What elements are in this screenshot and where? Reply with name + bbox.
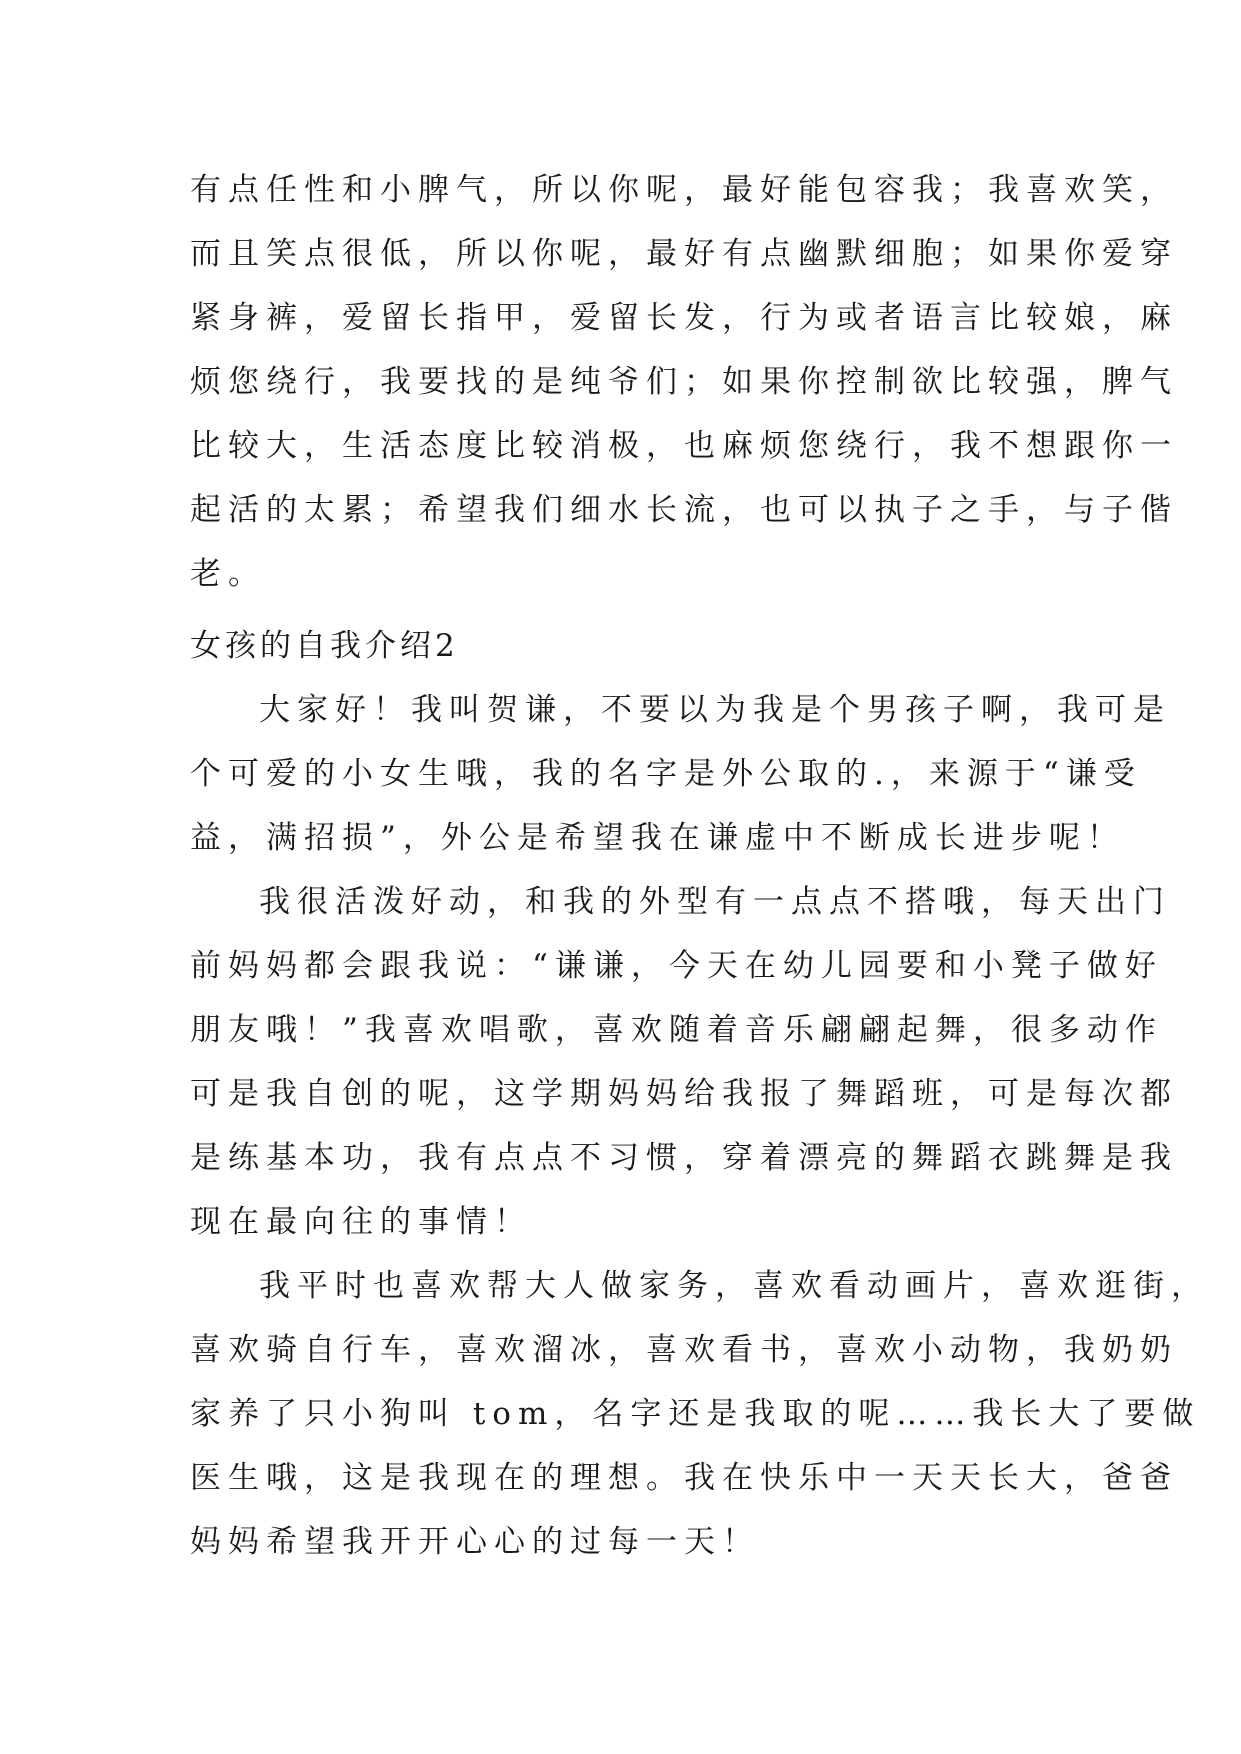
- paragraph-line: 而且笑点很低，所以你呢，最好有点幽默细胞；如果你爱穿: [190, 236, 1178, 272]
- paragraph-line: 是练基本功，我有点点不习惯，穿着漂亮的舞蹈衣跳舞是我: [190, 1140, 1178, 1176]
- paragraph-line: 现在最向往的事情！: [190, 1204, 532, 1240]
- paragraph-line: 起活的太累；希望我们细水长流，也可以执子之手，与子偕: [190, 492, 1178, 528]
- paragraph-line: 前妈妈都会跟我说：“谦谦，今天在幼儿园要和小凳子做好: [190, 948, 1163, 984]
- paragraph-line: 医生哦，这是我现在的理想。我在快乐中一天天长大，爸爸: [190, 1460, 1178, 1496]
- paragraph-line: 个可爱的小女生哦，我的名字是外公取的.，来源于“谦受: [190, 756, 1142, 792]
- paragraph-line: 比较大，生活态度比较消极，也麻烦您绕行，我不想跟你一: [190, 428, 1178, 464]
- paragraph-line: 大家好！我叫贺谦，不要以为我是个男孩子啊，我可是: [259, 692, 1171, 728]
- paragraph-line: 烦您绕行，我要找的是纯爷们；如果你控制欲比较强，脾气: [190, 364, 1178, 400]
- paragraph-line: 喜欢骑自行车，喜欢溜冰，喜欢看书，喜欢小动物，我奶奶: [190, 1332, 1178, 1368]
- section-2: [190, 614, 1209, 1574]
- intro-paragraph: [190, 678, 1171, 870]
- daily-life-paragraph: [190, 1254, 1209, 1574]
- paragraph-line: 有点任性和小脾气，所以你呢，最好能包容我；我喜欢笑，: [190, 172, 1178, 208]
- paragraph-line: 可是我自创的呢，这学期妈妈给我报了舞蹈班，可是每次都: [190, 1076, 1178, 1112]
- continued-paragraph: [190, 158, 1178, 606]
- section-heading: 女孩的自我介绍2: [190, 628, 459, 664]
- paragraph-line: 我平时也喜欢帮大人做家务，喜欢看动画片，喜欢逛街，: [259, 1268, 1209, 1304]
- paragraph-line: 老。: [190, 556, 266, 592]
- hobbies-paragraph: [190, 870, 1178, 1254]
- paragraph-line: 妈妈希望我开开心心的过每一天！: [190, 1524, 760, 1560]
- paragraph-line: 我很活泼好动，和我的外型有一点点不搭哦，每天出门: [259, 884, 1171, 920]
- paragraph-line: 家养了只小狗叫 tom，名字还是我取的呢……我长大了要做: [190, 1396, 1201, 1432]
- paragraph-line: 朋友哦！”我喜欢唱歌，喜欢随着音乐翩翩起舞，很多动作: [190, 1012, 1163, 1048]
- paragraph-line: 益，满招损”，外公是希望我在谦虚中不断成长进步呢！: [190, 820, 1125, 856]
- paragraph-line: 紧身裤，爱留长指甲，爱留长发，行为或者语言比较娘，麻: [190, 300, 1178, 336]
